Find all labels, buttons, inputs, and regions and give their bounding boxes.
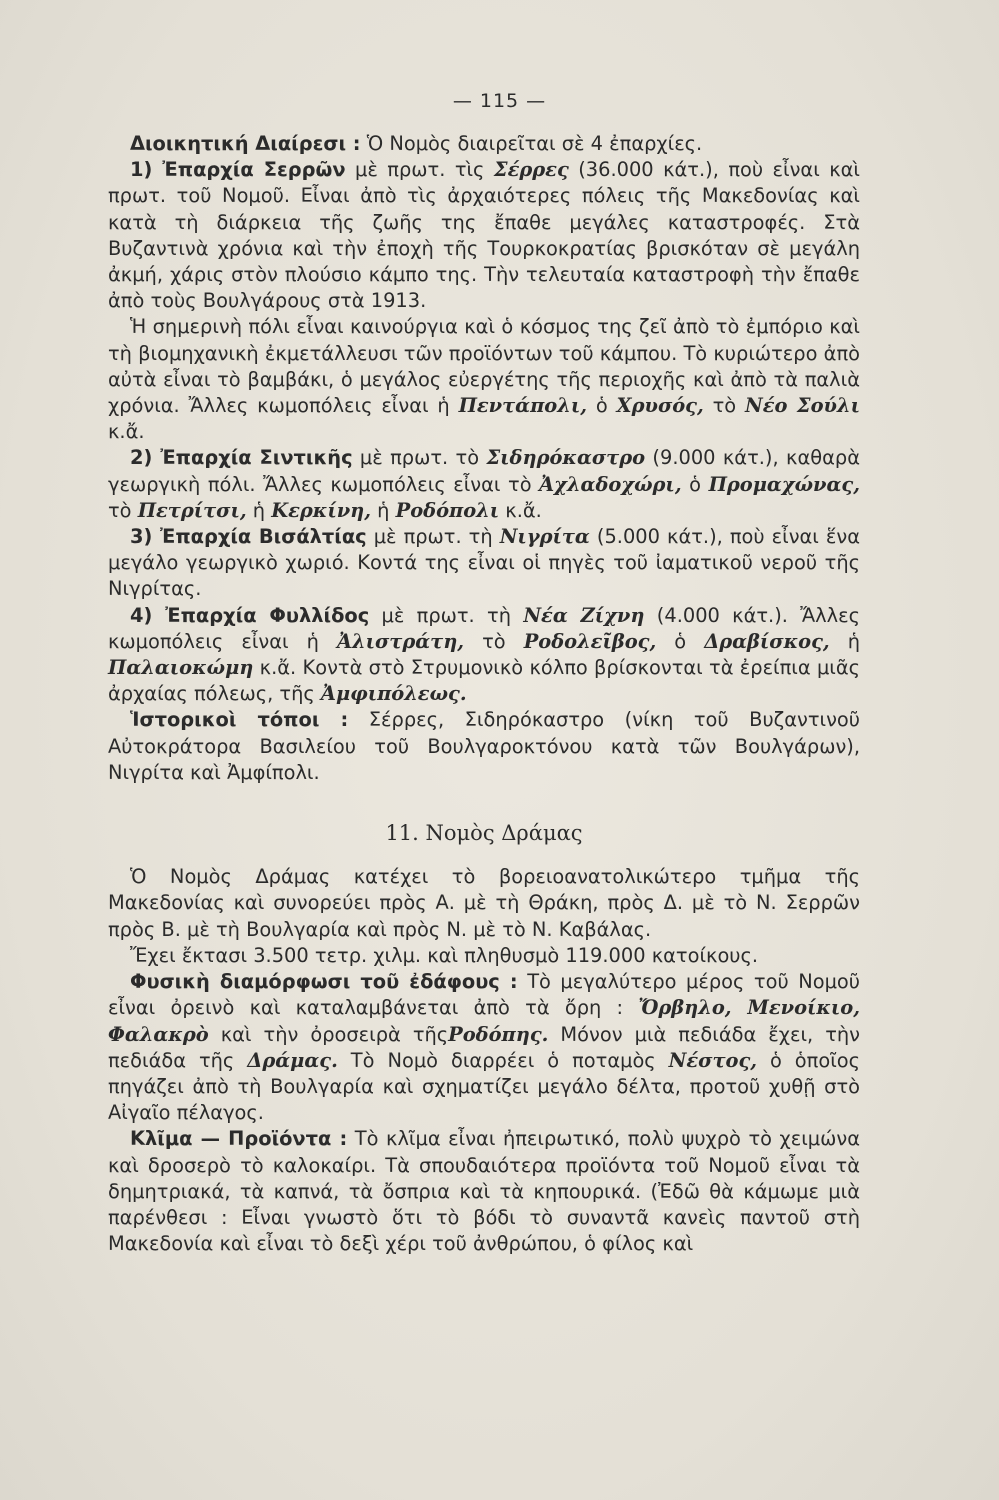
place-name: Ροδόπης. <box>448 1022 549 1046</box>
text-span: τὸ <box>703 394 745 418</box>
place-name: Ροδόπολι <box>395 498 500 522</box>
place-name: Παλαιοκώμη <box>108 656 254 680</box>
text-span: ὁ <box>586 394 617 418</box>
paragraph-fyllida-province <box>108 603 860 708</box>
place-name: Χρυσός, <box>616 394 704 418</box>
text-span: Ὁ Νομὸς διαιρεῖται σὲ 4 ἐπαρχίες. <box>360 132 703 155</box>
place-name: Νέα Ζίχνη <box>523 603 645 627</box>
text-span: ὁ <box>656 629 705 653</box>
page-number: — 115 — <box>452 90 547 112</box>
heading-visaltia-province: 3) Ἐπαρχία Βισάλτίας <box>130 525 367 549</box>
paragraph-historic-sites <box>108 707 860 786</box>
heading-sintiki-province: 2) Ἐπαρχία Σιντικῆς <box>130 446 353 470</box>
text-span: ἡ <box>371 498 396 522</box>
place-name: Ροδολεῖβος, <box>523 629 657 653</box>
place-name: Ὄρβηλο, Μενοίκιο, Φαλακρὸ <box>108 996 860 1046</box>
paragraph-administrative-division <box>108 131 860 157</box>
text-span: (9.000 κάτ.), καθαρὰ γεωργικὴ πόλι. Ἄλλες κωμοπόλεις εἶναι τὸ <box>108 446 860 496</box>
text-span: μὲ πρωτ. τὴ <box>369 603 524 627</box>
heading-historic-sites: Ἱστορικοὶ τόποι : <box>130 708 349 732</box>
place-name: Δράμας. <box>247 1048 338 1072</box>
body-text <box>108 131 860 1257</box>
paragraph-sintiki-province <box>108 445 860 524</box>
text-span: Τὸ μεγαλύτερο μέρος τοῦ Νομοῦ εἶναι ὀρεινὸ καὶ καταλαμβάνεται ἀπὸ τὰ ὄρη : <box>108 970 861 1020</box>
text-span: ἡ <box>246 498 272 522</box>
paragraph-visaltia-province <box>108 524 860 603</box>
place-name: Ἀμφιπόλεως. <box>320 682 467 706</box>
paragraph-drama-area: Ἔχει ἔκτασι 3.500 τετρ. χιλμ. καὶ πληθυσμὸ 119.000 κατοίκους. <box>130 943 759 967</box>
text-span: μὲ πρωτ. τὴ <box>366 525 500 549</box>
text-span: ὁ <box>681 472 709 496</box>
place-name: Σέρρες <box>493 158 569 182</box>
place-name: Προμαχώνας, <box>708 472 860 496</box>
text-span: μὲ πρωτ. τὶς <box>345 158 494 182</box>
text-span: καὶ τὴν ὀροσειρὰ τῆς <box>208 1022 449 1046</box>
paragraph-serres-province <box>108 157 860 314</box>
heading-administrative-division: Διοικητική Διαίρεσι : <box>130 132 361 155</box>
text-span: Μόνον μιὰ πεδιάδα ἔχει, τὴν πεδιάδα τῆς <box>108 1022 861 1072</box>
paragraph-physical-geography <box>108 969 860 1126</box>
text-span: κ.ἄ. <box>108 420 145 444</box>
text-span: ὁ ὁποῖος πηγάζει ἀπὸ τὴ Βουλγαρία καὶ σχηματίζει μεγάλο δέλτα, προτοῦ χυθῇ στὸ Αἰγαῖο πέλαγος. <box>108 1048 861 1125</box>
text-span: (5.000 κάτ.), ποὺ εἶναι ἕνα μεγάλο γεωργικὸ χωριό. Κοντά της εἶναι οἱ πηγὲς τοῦ ἰαματικοῦ νεροῦ τῆς Νιγρίτας. <box>108 525 861 601</box>
section-heading-drama: 11. Νομὸς Δράμας <box>385 821 583 846</box>
text-span: Τὸ κλῖμα εἶναι ἠπειρωτικό, πολὺ ψυχρὸ τὸ χειμώνα καὶ δροσερὸ τὸ καλοκαίρι. Τὰ σπουδαιότερα προϊόντα τοῦ Νομοῦ εἶναι τὰ δημητριακά, τὰ καπνά, τὰ ὄσπρια καὶ τὰ κηπουρικά. (Ἐδῶ θὰ κάμωμε μιὰ παρένθεσι : Εἶναι γνωστὸ ὅτι τὸ βόδι τὸ συναντᾶ κανεὶς παντοῦ στὴ Μακεδονία καὶ εἶναι τὸ δεξὶ χέρι τοῦ ἀνθρώπου, ὁ φίλος καὶ <box>108 1127 860 1256</box>
paragraph-serres-today <box>108 314 860 445</box>
place-name: Νέστος, <box>668 1048 758 1072</box>
heading-climate-products: Κλῖμα — Προϊόντα : <box>130 1127 348 1151</box>
paragraph-climate-products <box>108 1126 860 1257</box>
text-span: κ.ἄ. <box>499 498 542 522</box>
place-name: Ἀχλαδοχώρι, <box>539 472 682 496</box>
place-name: Πεντάπολι, <box>458 394 587 418</box>
heading-physical-geography: Φυσικὴ διαμόρφωσι τοῦ ἐδάφους : <box>130 970 518 994</box>
heading-serres-province: 1) Ἐπαρχία Σερρῶν <box>130 158 346 182</box>
text-span: Τὸ Νομὸ διαρρέει ὁ ποταμὸς <box>337 1048 669 1072</box>
text-span: τὸ <box>108 498 138 522</box>
text-span: (36.000 κάτ.), ποὺ εἶναι καὶ πρωτ. τοῦ Νομοῦ. Εἶναι ἀπὸ τὶς ἀρχαιότερες πόλεις τῆς Μακεδονίας καὶ κατὰ τὴ διάρκεια τῆς ζωῆς της ἔπαθε μεγάλες καταστροφές. Στὰ Βυζαντινὰ χρόνια καὶ τὴν ἐποχὴ τῆς Τουρκοκρατίας βρισκόταν σὲ μεγάλη ἀκμή, χάρις στὸν πλούσιο κάμπο της. Τὴν τελευταία καταστροφὴ τὴν ἔπαθε ἀπὸ τοὺς Βουλγάρους στὰ 1913. <box>108 158 860 313</box>
text-span: μὲ πρωτ. τὸ <box>352 446 487 470</box>
text-span: Ἡ σημερινὴ πόλι εἶναι καινούργια καὶ ὁ κόσμος της ζεῖ ἀπὸ τὸ ἐμπόριο καὶ τὴ βιομηχανικὴ ἐκμετάλλευσι τῶν προϊόντων τοῦ κάμπου. Τὸ κυριώτερο ἀπὸ αὐτὰ εἶναι τὸ βαμβάκι, ὁ μεγάλος εὐεργέτης τῆς περιοχῆς καὶ ἀπὸ τὰ παλιὰ χρόνια. Ἄλλες κωμοπόλεις εἶναι ἡ <box>108 315 860 418</box>
place-name: Δραβίσκος, <box>704 629 830 653</box>
place-name: Πετρίτσι, <box>137 498 247 522</box>
text-span: Σέρρες, Σιδηρόκαστρο (νίκη τοῦ Βυζαντινοῦ Αὐτοκράτορα Βασιλείου τοῦ Βουλγαροκτόνου κατὰ τῶν Βουλγάρων), Νιγρίτα καὶ Ἀμφίπολι. <box>108 708 860 784</box>
text-span: ἡ <box>829 629 860 653</box>
place-name: Σιδηρόκαστρο <box>486 446 646 470</box>
text-span: κ.ἄ. Κοντὰ στὸ Στρυμονικὸ κόλπο βρίσκονται τὰ ἐρείπια μιᾶς ἀρχαίας πόλεως, τῆς <box>108 656 860 706</box>
paragraph-drama-borders: Ὁ Νομὸς Δράμας κατέχει τὸ βορειοανατολικώτερο τμῆμα τῆς Μακεδονίας καὶ συνορεύει πρὸς Α. μὲ τὴ Θράκη, πρὸς Δ. μὲ τὸ Ν. Σερρῶν πρὸς Β. μὲ τὴ Βουλγαρία καὶ πρὸς Ν. μὲ τὸ Ν. Καβάλας. <box>108 865 860 941</box>
text-span: (4.000 κάτ.). Ἄλλες κωμοπόλεις εἶναι ἡ <box>108 603 860 653</box>
place-name: Ἀλιστράτη, <box>336 629 465 653</box>
place-name: Νιγρίτα <box>499 525 590 549</box>
text-span: τὸ <box>464 629 524 653</box>
place-name: Νέο Σούλι <box>745 394 860 418</box>
heading-fyllida-province: 4) Ἐπαρχία Φυλλίδος <box>130 603 370 627</box>
place-name: Κερκίνη, <box>271 498 372 522</box>
